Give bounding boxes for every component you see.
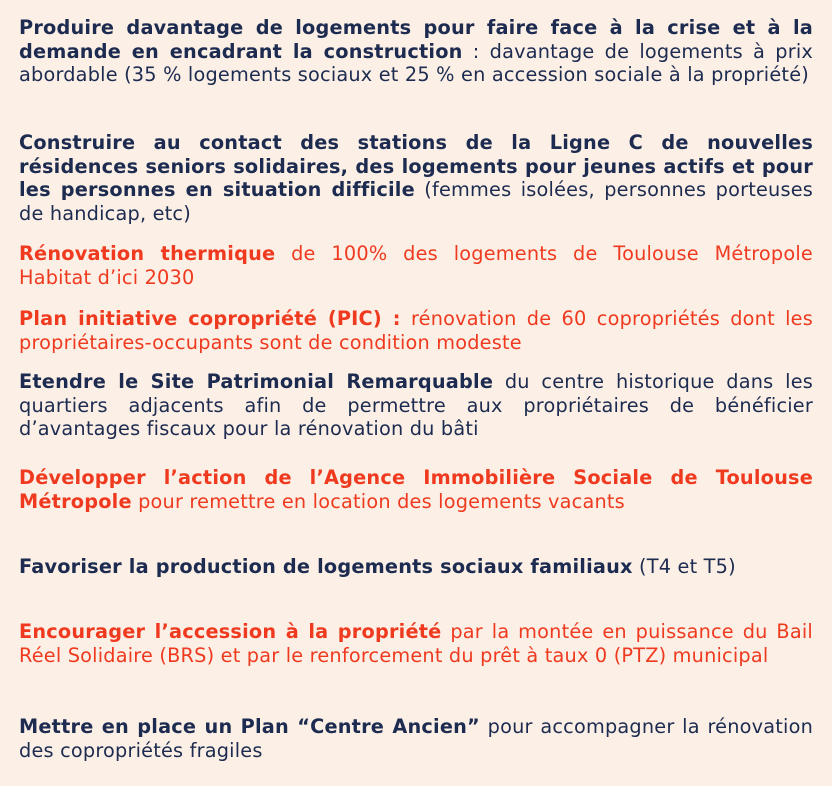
measure-detail: pour remettre en location des logements vacants (131, 489, 625, 513)
measure-title: Développer l’action de l’Agence Immobilière Sociale de Toulouse Métropole (19, 466, 813, 513)
measure-produce-housing (19, 16, 813, 87)
measure-detail: rénovation de 60 copropriétés dont les propriétaires-occupants sont de condition modeste (19, 307, 813, 354)
measure-title: Plan initiative copropriété (PIC) : (19, 307, 401, 330)
measure-home-ownership (19, 620, 813, 667)
measure-copropriete-plan (19, 307, 813, 354)
measure-detail: du centre historique dans les quartiers adjacents afin de permettre aux propriétaires de bénéficier d’avantages fiscaux pour la rénovation du bâti (19, 370, 813, 440)
measure-title: Encourager l’accession à la propriété (19, 620, 442, 643)
measure-detail: (femmes isolées, personnes porteuses de handicap, etc) (19, 178, 814, 225)
measure-title: Mettre en place un Plan “Centre Ancien” (19, 715, 480, 738)
measure-detail: : davantage de logements à prix abordable (35 % logements sociaux et 25 % en accession sociale à la propriété) (19, 39, 813, 86)
measure-heritage-site (19, 370, 813, 441)
measure-detail: pour accompagner la rénovation des copropriétés fragiles (19, 715, 813, 762)
measure-social-agency (19, 466, 813, 513)
measure-title: Rénovation thermique (19, 242, 276, 265)
measure-detail: par la montée en puissance du Bail Réel Solidaire (BRS) et par le renforcement du prêt à taux 0 (PTZ) municipal (19, 620, 813, 667)
measure-title: Etendre le Site Patrimonial Remarquable (19, 370, 494, 393)
measure-thermal-renovation (19, 242, 813, 289)
measure-line-c-residences (19, 131, 813, 225)
measure-family-social-housing (19, 555, 813, 579)
measure-title: Construire au contact des stations de la Ligne C de nouvelles résidences seniors solidaires, des logements pour jeunes actifs et pour les personnes en situation difficile (19, 131, 813, 201)
measure-detail: (T4 et T5) (632, 555, 736, 578)
measure-old-town-plan (19, 715, 813, 762)
measure-title: Produire davantage de logements pour faire face à la crise et à la demande en encadrant la construction (19, 16, 813, 63)
measure-title: Favoriser la production de logements sociaux familiaux (19, 555, 633, 578)
measure-detail: de 100% des logements de Toulouse Métropole Habitat d’ici 2030 (19, 242, 813, 289)
